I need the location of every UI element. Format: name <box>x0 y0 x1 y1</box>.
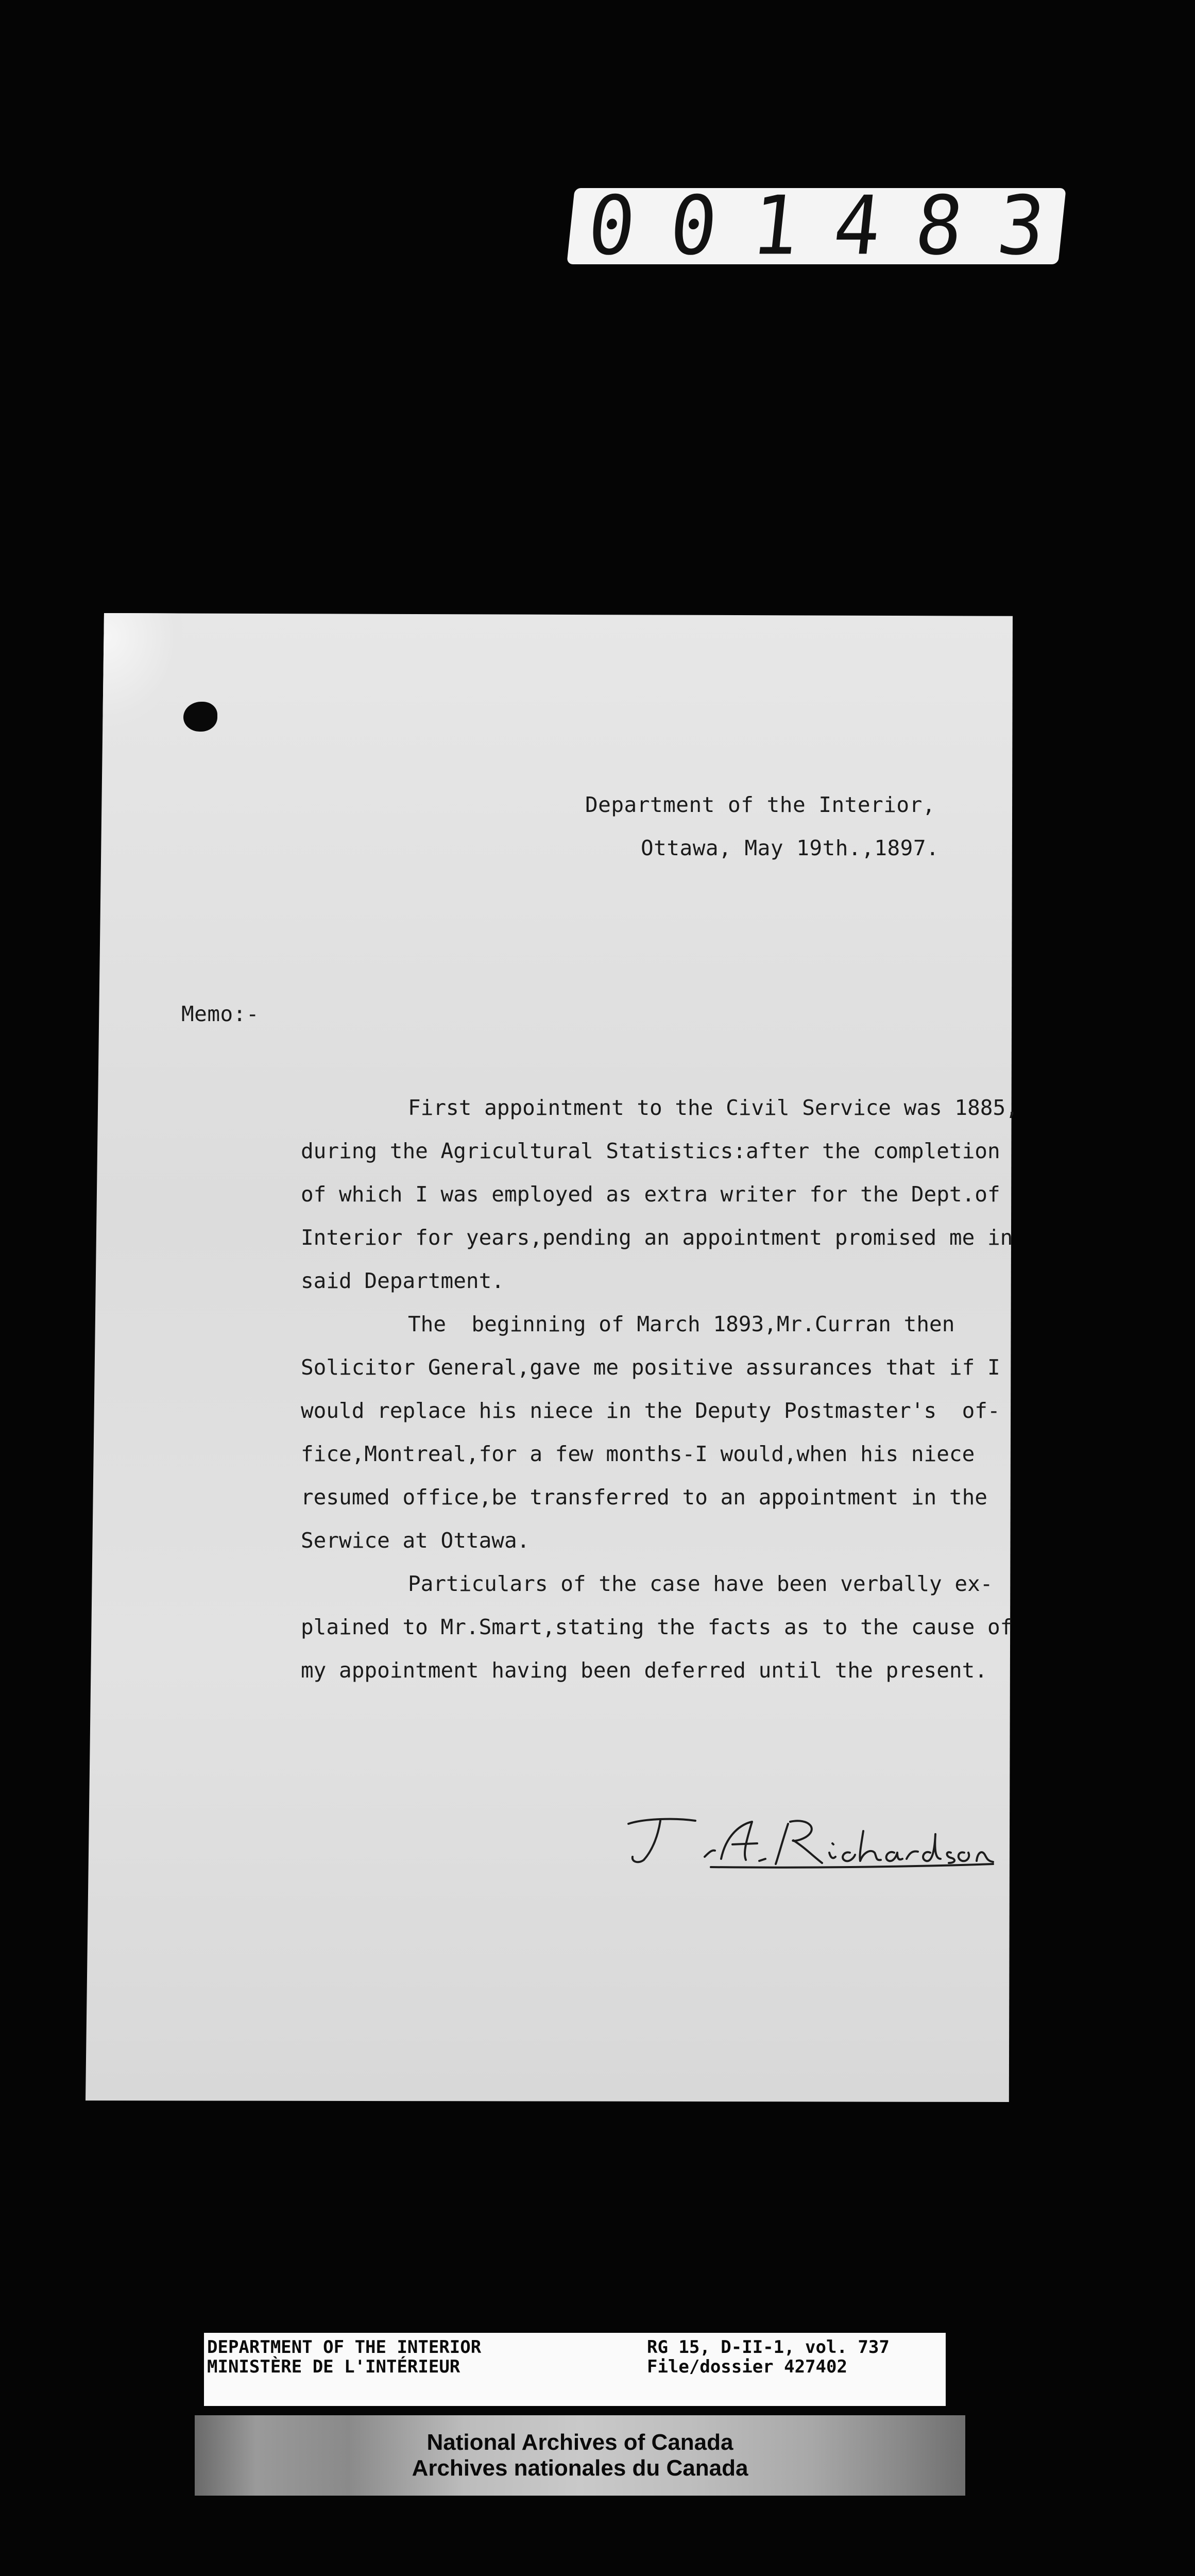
archive-reference-label <box>204 2333 946 2406</box>
department-name-en: DEPARTMENT OF THE INTERIOR <box>207 2337 482 2358</box>
body-line: during the Agricultural Statistics:after the completion <box>301 1139 1000 1163</box>
body-line: of which I was employed as extra writer for the Dept.of <box>301 1182 1000 1207</box>
department-name-fr: MINISTÈRE DE L'INTÉRIEUR <box>207 2357 460 2377</box>
record-group-reference: RG 15, D-II-1, vol. 737 <box>647 2337 890 2358</box>
body-line: Serwice at Ottawa. <box>301 1528 530 1553</box>
handwritten-signature <box>541 1803 994 1875</box>
letter-salutation: Memo:- <box>181 1002 260 1026</box>
frame-digit: 0 <box>583 179 640 274</box>
frame-digit: 8 <box>911 179 968 274</box>
file-dossier-number: File/dossier 427402 <box>647 2357 847 2377</box>
body-line: Interior for years,pending an appointment promised me in <box>301 1225 1013 1250</box>
archive-name-fr: Archives nationales du Canada <box>412 2455 748 2481</box>
body-line: plained to Mr.Smart,stating the facts as to the cause of <box>301 1615 1013 1639</box>
body-line: would replace his niece in the Deputy Postmaster's of- <box>301 1398 1000 1423</box>
frame-number-label <box>567 179 1066 274</box>
national-archives-banner <box>195 2415 965 2496</box>
letter-header-department: Department of the Interior, <box>585 792 935 817</box>
body-line: Solicitor General,gave me positive assurances that if I <box>301 1355 1000 1380</box>
body-line: my appointment having been deferred until the present. <box>301 1658 987 1683</box>
archive-name-en: National Archives of Canada <box>426 2430 733 2455</box>
frame-digit: 3 <box>993 179 1050 274</box>
body-line: The beginning of March 1893,Mr.Curran then <box>408 1312 955 1336</box>
body-line: fice,Montreal,for a few months-I would,when his niece <box>301 1442 975 1466</box>
frame-digit: 4 <box>829 179 886 274</box>
punch-hole <box>183 702 217 732</box>
body-line: said Department. <box>301 1268 504 1293</box>
body-line: First appointment to the Civil Service was 1885, <box>408 1095 1018 1120</box>
body-line: resumed office,be transferred to an appointment in the <box>301 1485 987 1510</box>
body-line: Particulars of the case have been verbally ex- <box>408 1571 993 1596</box>
letter-header-date: Ottawa, May 19th.,1897. <box>641 836 940 860</box>
folded-corner <box>86 613 189 732</box>
frame-digit: 1 <box>747 179 804 274</box>
frame-digit: 0 <box>665 179 722 274</box>
